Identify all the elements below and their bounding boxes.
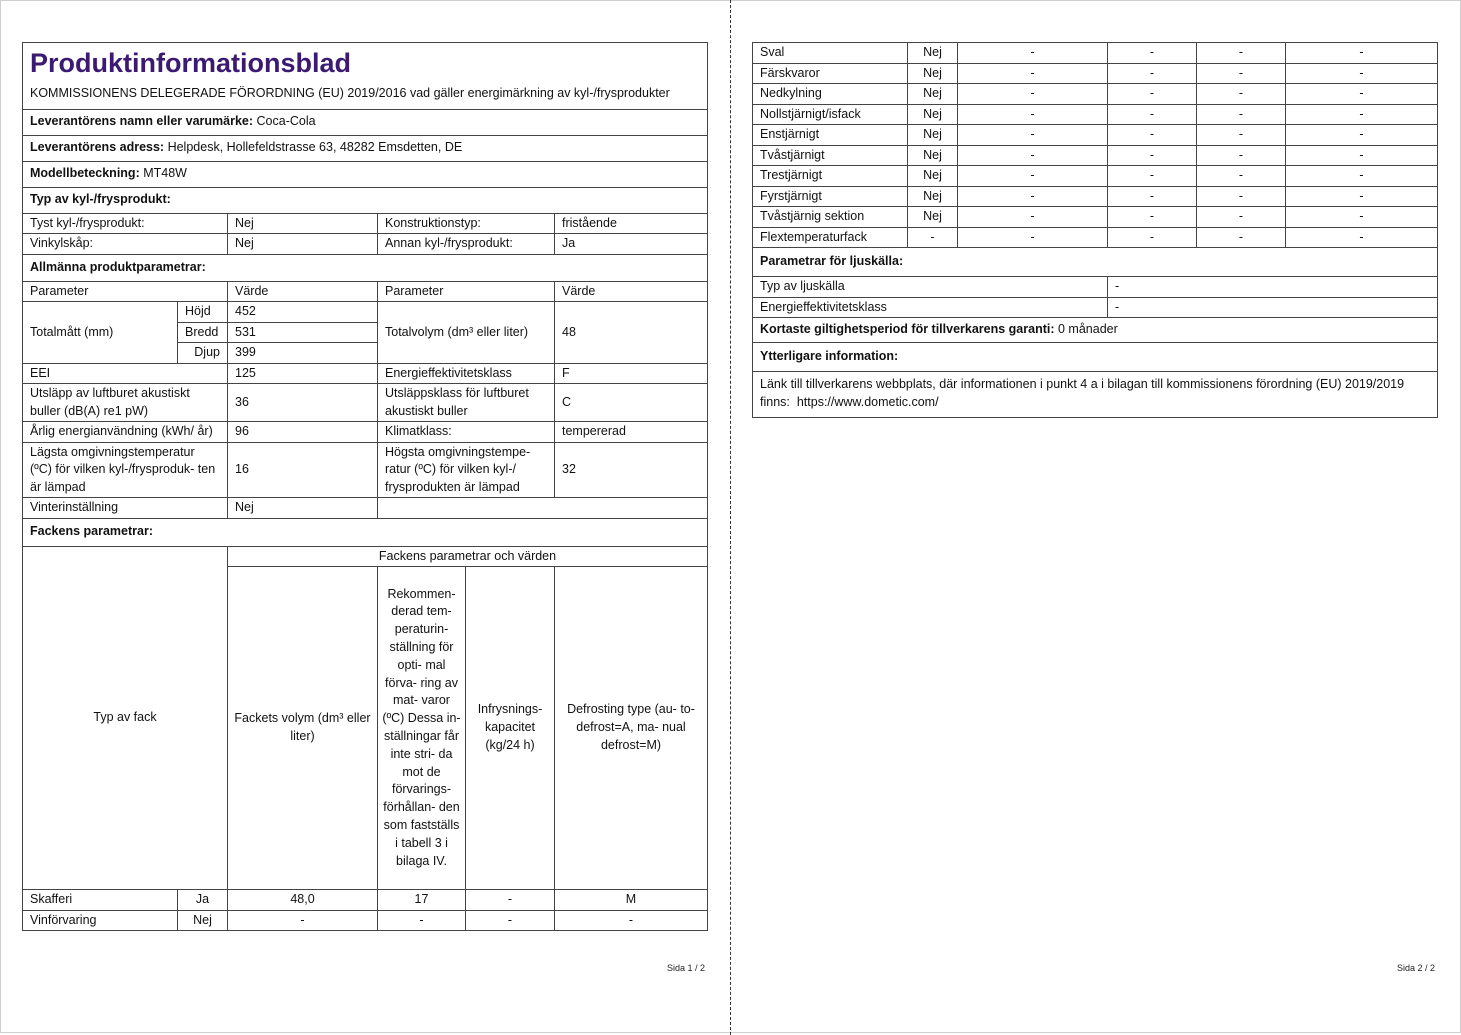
compartment-volume: -: [958, 125, 1108, 146]
compartment-row: [753, 207, 1438, 228]
param-value: 36: [228, 384, 378, 422]
compartment-present: Nej: [908, 207, 958, 228]
compartment-row: [23, 910, 708, 931]
compartment-present: Nej: [908, 43, 958, 64]
param-label: Årlig energianvändning (kWh/ år): [23, 422, 228, 443]
compartment-name: Skafferi: [23, 890, 178, 911]
compartment-temp: -: [1108, 125, 1197, 146]
page-1: [22, 42, 707, 931]
light-source-table: [752, 248, 1438, 418]
compartment-freeze: -: [466, 890, 555, 911]
supplier-name-row: [23, 109, 708, 135]
compartment-temp: -: [1108, 43, 1197, 64]
compartment-params-heading: Fackens parametrar:: [23, 518, 708, 546]
model-value: MT48W: [143, 166, 187, 181]
compartment-temp: -: [1108, 207, 1197, 228]
supplier-address-value: Helpdesk, Hollefeldstrasse 63, 48282 Emsdetten, DE: [167, 140, 463, 155]
compartment-defrost: -: [1286, 207, 1438, 228]
compartment-present: Nej: [908, 186, 958, 207]
compartment-row: [753, 125, 1438, 146]
compartment-temp: -: [1108, 186, 1197, 207]
dimension-value: 452: [228, 302, 378, 323]
param-label: Lägsta omgivningstemperatur (ºC) för vilken kyl-/frysproduk- ten är lämpad: [23, 442, 228, 498]
column-header-value: Värde: [228, 281, 378, 302]
compartment-defrost: -: [1286, 43, 1438, 64]
compartment-row: [753, 104, 1438, 125]
compartment-defrost: M: [555, 890, 708, 911]
compartment-row: [753, 43, 1438, 64]
warranty-label: Kortaste giltighetsperiod för tillverkarens garanti:: [760, 322, 1055, 337]
compartment-freeze: -: [1197, 186, 1286, 207]
dimension-label: Bredd: [178, 322, 228, 343]
param-label: Högsta omgivningstempe- ratur (ºC) för vilken kyl-/ frysprodukten är lämpad: [378, 442, 555, 498]
param-value: tempererad: [555, 422, 708, 443]
supplier-name-value: Coca-Cola: [256, 114, 316, 129]
compartment-row: [753, 166, 1438, 187]
compartment-present: Nej: [908, 104, 958, 125]
column-header-parameter: Parameter: [378, 281, 555, 302]
compartment-volume: -: [958, 43, 1108, 64]
total-volume-label: Totalvolym (dm³ eller liter): [378, 302, 555, 364]
type-value: fristående: [555, 213, 708, 234]
compartment-name: Vinförvaring: [23, 910, 178, 931]
param-value: 96: [228, 422, 378, 443]
dimensions-label: Totalmått (mm): [23, 302, 178, 364]
compartment-name: Nedkylning: [753, 84, 908, 105]
regulation-subtitle: KOMMISSIONENS DELEGERADE FÖRORDNING (EU) 2019/2016 vad gäller energimärkning av kyl-/frysprodukter: [23, 81, 708, 109]
compartment-defrost: -: [1286, 227, 1438, 248]
compartment-defrost: -: [1286, 186, 1438, 207]
compartment-freeze: -: [1197, 63, 1286, 84]
compartment-volume: -: [958, 207, 1108, 228]
param-label: Utsläppsklass för luftburet akustiskt buller: [378, 384, 555, 422]
compartment-defrost: -: [1286, 145, 1438, 166]
compartment-temp: -: [1108, 104, 1197, 125]
page-number: Sida 2 / 2: [1397, 963, 1436, 973]
compartment-defrost: -: [1286, 166, 1438, 187]
page-divider: [730, 0, 731, 1035]
param-value: F: [555, 363, 708, 384]
compartment-temp: -: [1108, 63, 1197, 84]
additional-info-description: Länk till tillverkarens webbplats, där informationen i punkt 4 a i bilagan till kommissionens förordning (EU) 2019/2019 finns:: [760, 377, 1405, 409]
winter-label: Vinterinställning: [23, 498, 228, 519]
winter-value: Nej: [228, 498, 378, 519]
compartment-row: [753, 227, 1438, 248]
light-source-heading: Parametrar för ljuskälla:: [753, 248, 1438, 277]
compartment-present: -: [908, 227, 958, 248]
compartment-freeze: -: [1197, 227, 1286, 248]
compartment-temp: -: [1108, 227, 1197, 248]
additional-info-heading: Ytterligare information:: [753, 343, 1438, 372]
type-label: Annan kyl-/frysprodukt:: [378, 234, 555, 255]
column-header-value: Värde: [555, 281, 708, 302]
compartment-freeze-header: Infrysnings- kapacitet (kg/24 h): [466, 567, 555, 890]
compartment-name: Tvåstjärnig sektion: [753, 207, 908, 228]
type-label: Konstruktionstyp:: [378, 213, 555, 234]
compartment-row: [753, 63, 1438, 84]
supplier-address-row: [23, 135, 708, 161]
compartment-defrost: -: [1286, 104, 1438, 125]
product-type-heading: Typ av kyl-/frysprodukt:: [23, 187, 708, 213]
light-type-label: Typ av ljuskälla: [753, 277, 1108, 298]
compartment-freeze: -: [1197, 145, 1286, 166]
compartment-present: Nej: [908, 63, 958, 84]
product-info-table: [22, 42, 708, 931]
param-label: EEI: [23, 363, 228, 384]
compartment-type-header: Typ av fack: [23, 546, 228, 890]
compartment-freeze: -: [1197, 207, 1286, 228]
light-class-label: Energieffektivitetsklass: [753, 297, 1108, 318]
column-header-parameter: Parameter: [23, 281, 228, 302]
compartment-freeze: -: [1197, 84, 1286, 105]
compartment-volume-header: Fackets volym (dm³ eller liter): [228, 567, 378, 890]
dimension-value: 531: [228, 322, 378, 343]
compartment-freeze: -: [466, 910, 555, 931]
compartment-defrost-header: Defrosting type (au- to-defrost=A, ma- nual defrost=M): [555, 567, 708, 890]
type-label: Tyst kyl-/frysprodukt:: [23, 213, 228, 234]
compartment-defrost: -: [1286, 63, 1438, 84]
compartment-row: [753, 145, 1438, 166]
additional-info-text: [753, 372, 1438, 418]
compartment-name: Tvåstjärnigt: [753, 145, 908, 166]
page-number: Sida 1 / 2: [667, 963, 706, 973]
supplier-name-label: Leverantörens namn eller varumärke:: [30, 114, 254, 129]
compartment-name: Flextemperaturfack: [753, 227, 908, 248]
document-title: Produktinformationsblad: [23, 43, 708, 82]
compartment-present: Nej: [908, 145, 958, 166]
compartment-present: Ja: [178, 890, 228, 911]
compartment-volume: -: [958, 84, 1108, 105]
type-label: Vinkylskåp:: [23, 234, 228, 255]
compartment-table-continued: [752, 42, 1438, 248]
compartment-freeze: -: [1197, 43, 1286, 64]
compartment-defrost: -: [1286, 84, 1438, 105]
compartment-temp: 17: [378, 890, 466, 911]
compartment-name: Fyrstjärnigt: [753, 186, 908, 207]
compartment-row: [753, 84, 1438, 105]
param-value: 16: [228, 442, 378, 498]
compartment-volume: -: [958, 145, 1108, 166]
compartment-volume: -: [228, 910, 378, 931]
type-value: Nej: [228, 213, 378, 234]
warranty-row: [753, 318, 1438, 343]
page-2: [752, 42, 1437, 418]
compartment-row: [753, 186, 1438, 207]
dimension-label: Höjd: [178, 302, 228, 323]
compartment-present: Nej: [908, 125, 958, 146]
param-label: Energieffektivitetsklass: [378, 363, 555, 384]
compartment-name: Färskvaror: [753, 63, 908, 84]
light-class-value: -: [1108, 297, 1438, 318]
compartment-defrost: -: [555, 910, 708, 931]
compartment-freeze: -: [1197, 166, 1286, 187]
compartment-name: Enstjärnigt: [753, 125, 908, 146]
compartment-temp: -: [1108, 166, 1197, 187]
compartment-name: Sval: [753, 43, 908, 64]
param-value: C: [555, 384, 708, 422]
total-volume-value: 48: [555, 302, 708, 364]
type-value: Nej: [228, 234, 378, 255]
param-label: Klimatklass:: [378, 422, 555, 443]
model-row: [23, 161, 708, 187]
supplier-address-label: Leverantörens adress:: [30, 140, 165, 155]
model-label: Modellbeteckning:: [30, 166, 140, 181]
empty-cell: [378, 498, 708, 519]
compartment-volume: -: [958, 63, 1108, 84]
compartment-temp: -: [378, 910, 466, 931]
compartment-name: Nollstjärnigt/isfack: [753, 104, 908, 125]
compartment-volume: -: [958, 227, 1108, 248]
type-value: Ja: [555, 234, 708, 255]
param-label: Utsläpp av luftburet akustiskt buller (dB(A) re1 pW): [23, 384, 228, 422]
param-value: 125: [228, 363, 378, 384]
compartment-present: Nej: [908, 166, 958, 187]
compartment-row: [23, 890, 708, 911]
warranty-value: 0 månader: [1058, 322, 1118, 337]
compartment-present: Nej: [178, 910, 228, 931]
compartment-freeze: -: [1197, 125, 1286, 146]
compartment-present: Nej: [908, 84, 958, 105]
compartment-defrost: -: [1286, 125, 1438, 146]
compartment-freeze: -: [1197, 104, 1286, 125]
compartment-group-header: Fackens parametrar och värden: [228, 546, 708, 567]
light-type-value: -: [1108, 277, 1438, 298]
param-value: 32: [555, 442, 708, 498]
compartment-temp-header: Rekommen- derad tem- peraturin- ställning för opti- mal förva- ring av mat- varor (ºC) Dessa in- ställningar får inte stri- da mot de förvarings- förhållan- den som fastställs i tabell 3 i bilaga IV.: [378, 567, 466, 890]
dimension-value: 399: [228, 343, 378, 364]
manufacturer-url: https://www.dometic.com/: [796, 394, 939, 409]
general-params-heading: Allmänna produktparametrar:: [23, 254, 708, 281]
compartment-volume: 48,0: [228, 890, 378, 911]
compartment-temp: -: [1108, 84, 1197, 105]
dimension-label: Djup: [178, 343, 228, 364]
compartment-volume: -: [958, 104, 1108, 125]
compartment-volume: -: [958, 166, 1108, 187]
compartment-volume: -: [958, 186, 1108, 207]
compartment-temp: -: [1108, 145, 1197, 166]
compartment-name: Trestjärnigt: [753, 166, 908, 187]
